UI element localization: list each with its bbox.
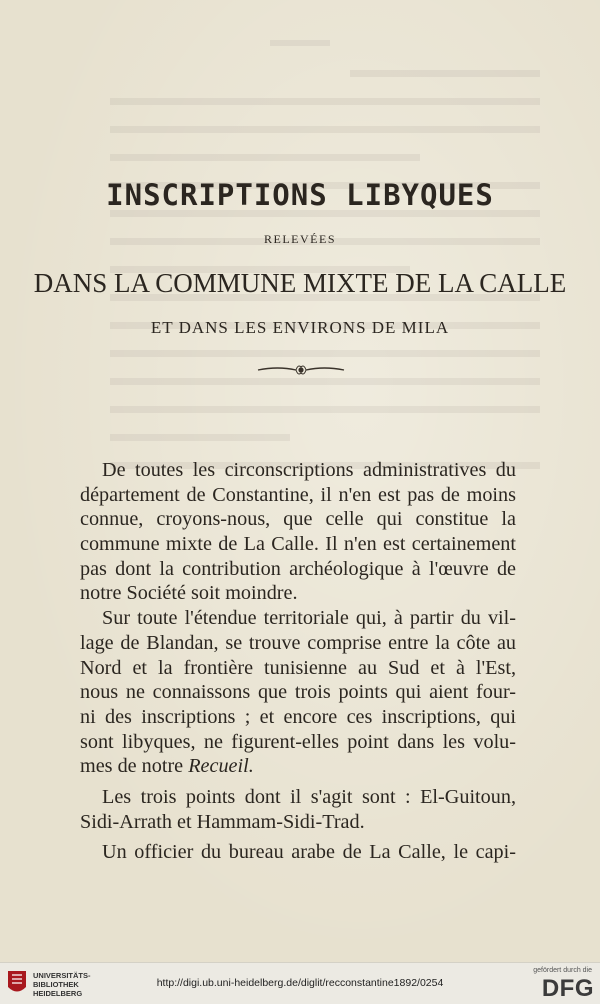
title-inscriptions-libyques: INSCRIPTIONS LIBYQUES [106,178,494,212]
text-line: De toutes les circonscriptions administratives du [102,459,516,481]
text-line: commune mixte de La Calle. Il n'en est certainement [80,533,516,556]
text-line: ni des inscriptions ; et encore ces inscriptions, qui [80,705,516,728]
text-line: Nord et la frontière tunisienne au Sud et à l'Est, [80,656,516,679]
text-line: Un officier du bureau arabe de La Calle, le capi- [102,841,516,864]
text-line: Sidi-Arrath et Hammam-Sidi-Trad. [80,810,365,833]
text-line: notre Société soit moindre. [80,582,298,605]
library-line: BIBLIOTHEK [33,980,79,989]
text-fragment: mes de notre [80,755,184,778]
text-line: Les trois points dont il s'agit sont : El-Guitoun, [102,785,516,808]
text-line: connue, croyons-nous, que celle qui constitue la [80,508,516,531]
subtitle-relevees: RELEVÉES [264,232,336,246]
funded-by-label: gefördert durch die [533,967,592,974]
dfg-logo[interactable]: DFG [541,975,594,1002]
body-text [80,458,516,865]
ornament-divider-icon [256,362,346,378]
text-line [80,754,516,779]
library-line: UNIVERSITÄTS- [33,971,91,980]
text-line: département de Constantine, il n'en est pas de moins [80,483,516,506]
title-environs-mila: ET DANS LES ENVIRONS DE MILA [150,318,450,337]
italic-recueil: Recueil. [188,755,254,778]
library-line: HEIDELBERG [33,989,83,998]
text-line: lage de Blandan, se trouve comprise entre la côte au [80,631,516,654]
viewer-footer [0,962,600,1004]
text-line: Sur toute l'étendue territoriale qui, à partir du vil- [102,607,516,630]
permalink[interactable]: http://digi.ub.uni-heidelberg.de/diglit/recconstantine1892/0254 [156,977,444,989]
bleed-through-texture [0,30,600,490]
text-line: pas dont la contribution archéologique à l'œuvre de [80,557,516,580]
text-line: sont libyques, ne figurent-elles point dans les volu- [80,730,516,753]
text-line: nous ne connaissons que trois points qui aient four- [80,681,516,704]
title-commune-mixte: DANS LA COMMUNE MIXTE DE LA CALLE [33,268,567,298]
